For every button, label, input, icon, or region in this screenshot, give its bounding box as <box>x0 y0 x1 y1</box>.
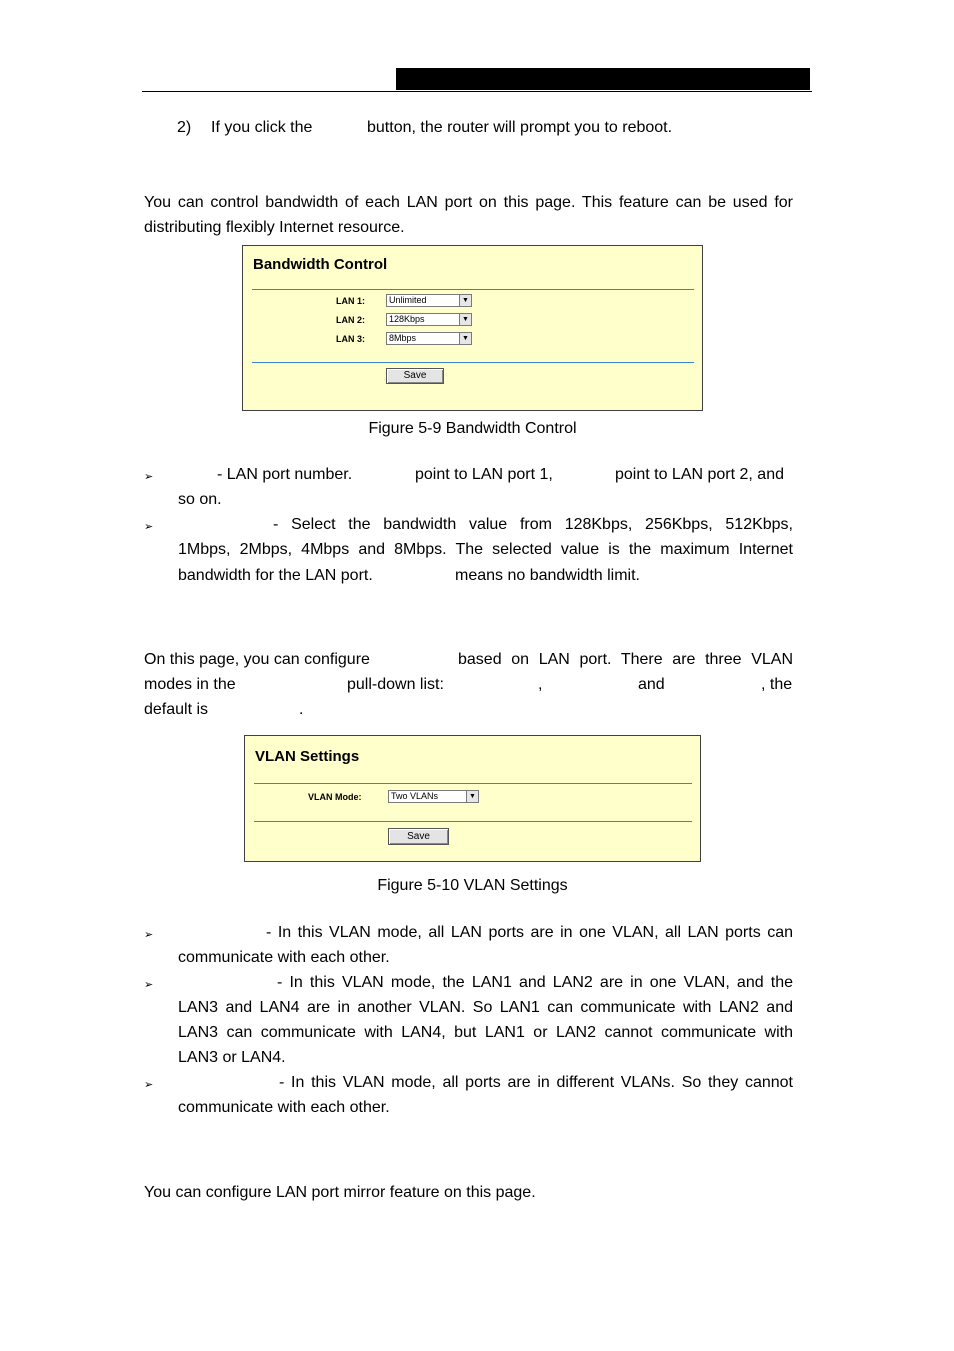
bullet-lan-text-d: so on. <box>178 491 222 508</box>
bandwidth-control-panel <box>242 245 703 411</box>
lan1-select-value: Unlimited <box>389 295 427 305</box>
chevron-down-icon: ▼ <box>459 314 471 325</box>
mirror-intro: You can configure LAN port mirror feature on this page. <box>144 1184 536 1201</box>
vlan-intro-l3b: . <box>299 701 304 718</box>
bullet-marker: ➢ <box>144 1079 154 1091</box>
bullet-lan-text-a: - LAN port number. <box>217 466 353 483</box>
lan3-bandwidth-select[interactable] <box>386 332 472 345</box>
bullet-vlan1-line2: communicate with each other. <box>178 949 390 966</box>
chevron-down-icon: ▼ <box>459 333 471 344</box>
lan3-label: LAN 3: <box>336 334 365 344</box>
bullet-marker: ➢ <box>144 979 154 991</box>
bullet-lan-text-c: point to LAN port 2, and <box>615 466 784 483</box>
bullet-vlan3-line1: - In this VLAN mode, all ports are in different VLANs. So they cannot <box>279 1074 793 1091</box>
bullet-marker: ➢ <box>144 521 154 533</box>
vlan-intro-l2d: and <box>638 676 665 693</box>
bullet-bandwidth-line1: - Select the bandwidth value from 128Kbps, 256Kbps, 512Kbps, <box>273 516 793 533</box>
header-rule <box>142 91 812 92</box>
vlan-mode-value: Two VLANs <box>391 791 439 801</box>
bullet-vlan2-line1: - In this VLAN mode, the LAN1 and LAN2 are in one VLAN, and the <box>277 974 793 991</box>
lan3-select-value: 8Mbps <box>389 333 417 343</box>
panel-divider <box>254 783 692 784</box>
bullet-vlan2-line2: LAN3 and LAN4 are in another VLAN. So LAN1 can communicate with LAN2 and <box>178 999 793 1016</box>
list-number: 2) <box>177 119 192 136</box>
vlan-intro-l3a: default is <box>144 701 209 718</box>
bullet-vlan2-line3: LAN3 can communicate with LAN4, but LAN1 or LAN2 cannot communicate with <box>178 1024 793 1041</box>
vlan-intro-l2b: pull-down list: <box>347 676 444 693</box>
chevron-down-icon: ▼ <box>459 295 471 306</box>
header-bar <box>396 68 810 90</box>
vlan-settings-panel <box>244 735 701 862</box>
reboot-note-text-after: button, the router will prompt you to reboot. <box>367 119 673 136</box>
lan2-label: LAN 2: <box>336 315 365 325</box>
bullet-vlan2-line4: LAN3 or LAN4. <box>178 1049 286 1066</box>
panel-divider <box>254 821 692 822</box>
reboot-note-text-before: If you click the <box>211 119 313 136</box>
bullet-marker: ➢ <box>144 471 154 483</box>
vlan-mode-select[interactable] <box>388 790 479 803</box>
vlan-intro-l2e: , the <box>761 676 793 693</box>
vlan-intro-l2a: modes in the <box>144 676 236 693</box>
vlan-intro-l1b: based on LAN port. There are three VLAN <box>458 651 793 668</box>
panel-divider <box>252 362 694 363</box>
vlan-intro-l2c: , <box>538 676 543 693</box>
lan1-bandwidth-select[interactable] <box>386 294 472 307</box>
bullet-bandwidth-line2: 1Mbps, 2Mbps, 4Mbps and 8Mbps. The selected value is the maximum Internet <box>178 541 793 558</box>
bandwidth-intro-line2: distributing flexibly Internet resource. <box>144 219 405 236</box>
bullet-marker: ➢ <box>144 929 154 941</box>
figure-5-10-caption: Figure 5-10 VLAN Settings <box>377 877 568 894</box>
vlan-mode-label: VLAN Mode: <box>308 792 362 802</box>
bullet-lan-text-b: point to LAN port 1, <box>415 466 553 483</box>
bullet-bandwidth-line3b: means no bandwidth limit. <box>455 567 640 584</box>
bullet-bandwidth-line3a: bandwidth for the LAN port. <box>178 567 373 584</box>
figure-5-9-caption: Figure 5-9 Bandwidth Control <box>368 420 577 437</box>
panel-divider <box>252 289 694 290</box>
lan2-bandwidth-select[interactable] <box>386 313 472 326</box>
chevron-down-icon: ▼ <box>466 791 478 802</box>
bandwidth-panel-title: Bandwidth Control <box>253 256 388 273</box>
bullet-vlan1-line1: - In this VLAN mode, all LAN ports are in one VLAN, all LAN ports can <box>266 924 793 941</box>
bandwidth-intro-line1: You can control bandwidth of each LAN port on this page. This feature can be used for <box>144 194 793 211</box>
vlan-panel-title: VLAN Settings <box>255 748 360 765</box>
vlan-intro-l1a: On this page, you can configure <box>144 651 370 668</box>
bullet-vlan3-line2: communicate with each other. <box>178 1099 390 1116</box>
save-button[interactable]: Save <box>388 828 449 845</box>
save-button[interactable]: Save <box>386 368 444 384</box>
lan1-label: LAN 1: <box>336 296 365 306</box>
lan2-select-value: 128Kbps <box>389 314 425 324</box>
